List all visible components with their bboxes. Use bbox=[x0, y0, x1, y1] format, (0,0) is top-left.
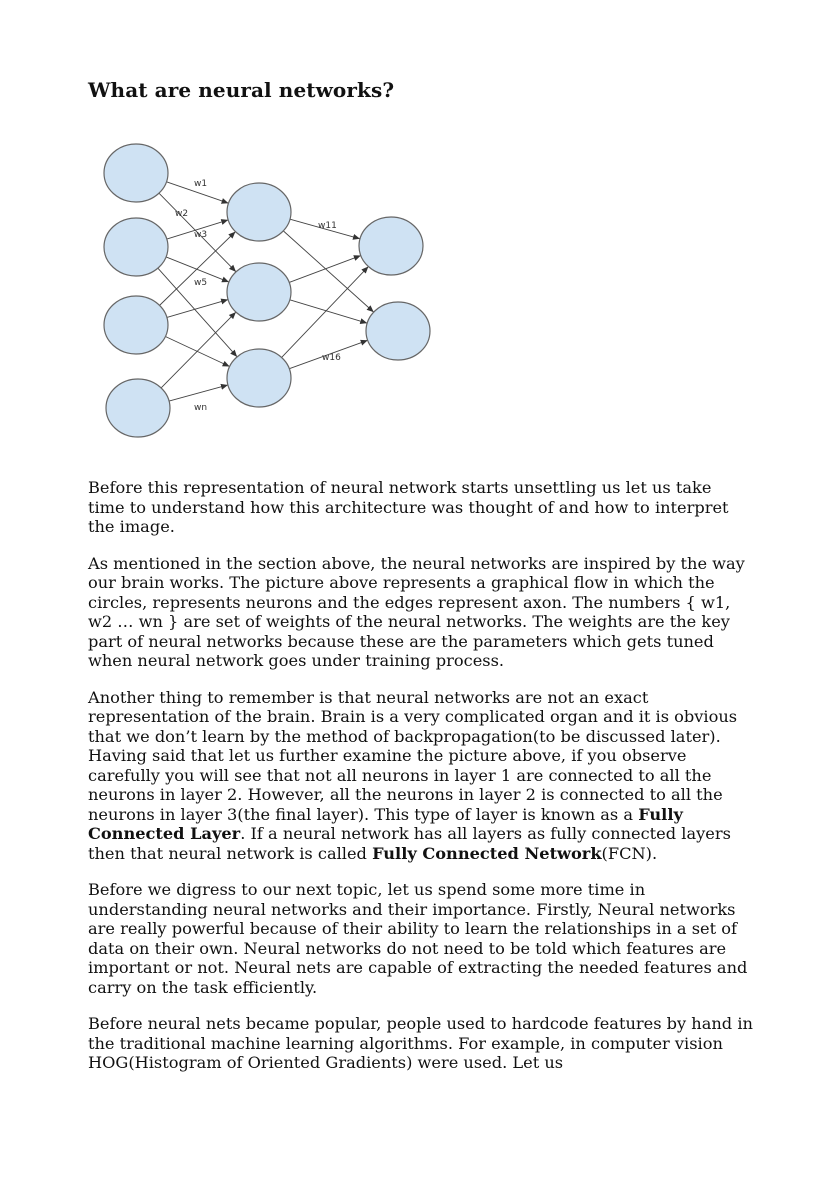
neuron-layer2-3 bbox=[227, 349, 291, 407]
weight-label-w3: w3 bbox=[194, 230, 208, 240]
article-body bbox=[88, 478, 753, 1090]
paragraph-3-part-c: . If a neural network has all layers as fully connected layers then that neural network is called bbox=[88, 824, 731, 863]
neuron-layer2-2 bbox=[227, 263, 291, 321]
paragraph-3-part-a: Another thing to remember is that neural networks are not an exact representation of the brain. Brain is a very complicated organ and it is obvious that we don’t learn by the method of backpropagation(to be discussed later). Having said that let us further examine the picture above, if you observe carefully you will see that not all neurons in layer 1 are connected to all the neurons in layer 2. However, all the neurons in layer 2 is connected to all the neurons in layer 3(the final layer). This type of layer is known as a bbox=[88, 687, 738, 824]
weight-label-w5: w5 bbox=[194, 278, 208, 288]
neuron-layer1-3 bbox=[104, 296, 168, 354]
edge-l2-2-l3-1 bbox=[289, 256, 361, 283]
paragraph-4: Before we digress to our next topic, let us spend some more time in understanding neural networks and their importance. Firstly, Neural networks are really powerful because of their ability to learn the relationships in a set of data on their own. Neural networks do not need to be told which features are important or not. Neural nets are capable of extracting the needed features and carry on the task efficiently. bbox=[88, 880, 748, 997]
neuron-layer1-2 bbox=[104, 218, 168, 276]
term-fully-connected-network: Fully Connected Network bbox=[372, 843, 602, 863]
paragraph-2: As mentioned in the section above, the neural networks are inspired by the way our brain works. The picture above represents a graphical flow in which the circles, represents neurons and the edges represent axon. The numbers { w1, w2 … wn } are set of weights of the neural networks. The weights are the key part of neural networks because these are the parameters which gets tuned when neural network goes under training process. bbox=[88, 553, 745, 670]
neuron-layer3-1 bbox=[359, 217, 423, 275]
neuron-layer1-4 bbox=[106, 379, 170, 437]
edge-l1-3-l2-1 bbox=[160, 232, 236, 306]
neuron-layer2-1 bbox=[227, 183, 291, 241]
paragraph-1: Before this representation of neural network starts unsettling us let us take time to understand how this architecture was thought of and how to interpret the image. bbox=[88, 478, 729, 536]
edge-l1-3-l2-2 bbox=[167, 300, 228, 318]
neuron-layer3-2 bbox=[366, 302, 430, 360]
weight-label-w2: w2 bbox=[175, 209, 189, 219]
edge-l1-4-l2-3 bbox=[169, 385, 228, 401]
term-fully-connected-layer: Fully Connected Layer bbox=[88, 804, 683, 843]
neuron-layer1-1 bbox=[104, 144, 168, 202]
paragraph-3-part-e: (FCN). bbox=[601, 843, 658, 863]
weight-label-wn: wn bbox=[194, 403, 208, 413]
neural-network-diagram bbox=[98, 138, 448, 448]
paragraph-5: Before neural nets became popular, people used to hardcode features by hand in the traditional machine learning algorithms. For example, in computer vision HOG(Histogram of Oriented Gradients) were used. Let us bbox=[88, 1014, 753, 1072]
edge-l2-2-l3-2 bbox=[290, 300, 367, 323]
weight-label-w11: w11 bbox=[318, 221, 337, 231]
weight-label-w16: w16 bbox=[322, 353, 341, 363]
page-title: What are neural networks? bbox=[88, 78, 395, 102]
weight-label-w1: w1 bbox=[194, 179, 208, 189]
edge-l1-4-l2-2 bbox=[161, 312, 236, 388]
nodes-group bbox=[104, 144, 430, 437]
paragraph-3 bbox=[88, 688, 753, 864]
neural-network-svg bbox=[98, 138, 448, 448]
